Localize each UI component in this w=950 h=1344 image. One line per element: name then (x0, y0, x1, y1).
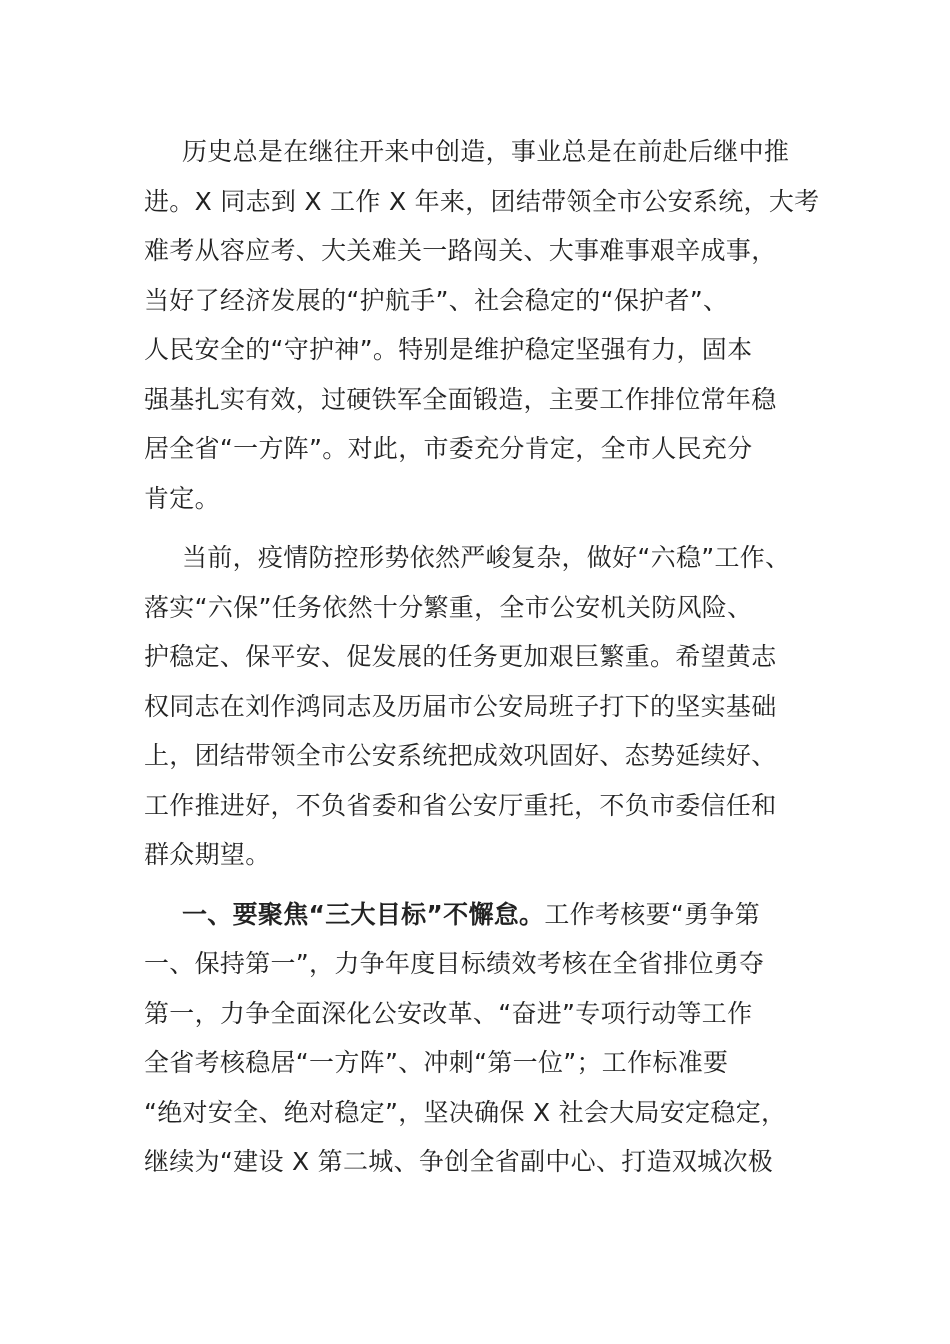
text-line: 历史总是在继往开来中创造，事业总是在前赴后继中推 (182, 137, 790, 166)
text-line: 权同志在刘作鸿同志及历届市公安局班子打下的坚实基础 (144, 691, 777, 721)
text-line: 工作推进好，不负省委和省公安厅重托，不负市委信任和 (144, 790, 777, 820)
text-line: 进。X 同志到 X 工作 X 年来，团结带领全市公安系统，大考 (144, 186, 820, 216)
text-line: 强基扎实有效，过硬铁军全面锻造，主要工作排位常年稳 (144, 384, 777, 414)
text-line: 当前，疫情防控形势依然严峻复杂，做好“六稳”工作、 (182, 543, 791, 572)
text-line: 继续为“建设 X 第二城、争创全省副中心、打造双城次极 (144, 1147, 774, 1176)
text-line: 肯定。 (144, 483, 220, 513)
section-heading: 一、要聚焦“三大目标”不懈怠。 (182, 899, 545, 929)
text-line: 人民安全的“守护神”。特别是维护稳定坚强有力，固本 (144, 335, 753, 364)
text-line: 全省考核稳居“一方阵”、冲刺“第一位”；工作标准要 (144, 1048, 729, 1077)
paragraph-history (144, 127, 820, 523)
text-run: 工作考核要“勇争第 (544, 899, 761, 929)
text-line: 第一，力争全面深化公安改革、“奋进”专项行动等工作 (144, 998, 753, 1028)
text-line: “绝对安全、绝对稳定”，坚决确保 X 社会大局安定稳定， (144, 1097, 787, 1127)
text-line: 护稳定、保平安、促发展的任务更加艰巨繁重。希望黄志 (144, 642, 777, 671)
text-line: 上，团结带领全市公安系统把成效巩固好、态势延续好、 (144, 741, 777, 770)
text-line: 群众期望。 (144, 840, 271, 869)
text-line: 一、保持第一”，力争年度目标绩效考核在全省排位勇夺 (144, 949, 765, 978)
text-line (144, 890, 808, 940)
document-page (144, 127, 820, 1187)
text-line: 当好了经济发展的“护航手”、社会稳定的“保护者”、 (144, 285, 729, 315)
paragraph-current-situation (144, 533, 808, 880)
paragraph-three-goals (144, 890, 808, 1187)
text-line: 落实“六保”任务依然十分繁重，全市公安机关防风险、 (144, 592, 753, 622)
text-line: 居全省“一方阵”。对此，市委充分肯定，全市人民充分 (144, 434, 753, 463)
text-line: 难考从容应考、大关难关一路闯关、大事难事艰辛成事， (144, 236, 777, 265)
